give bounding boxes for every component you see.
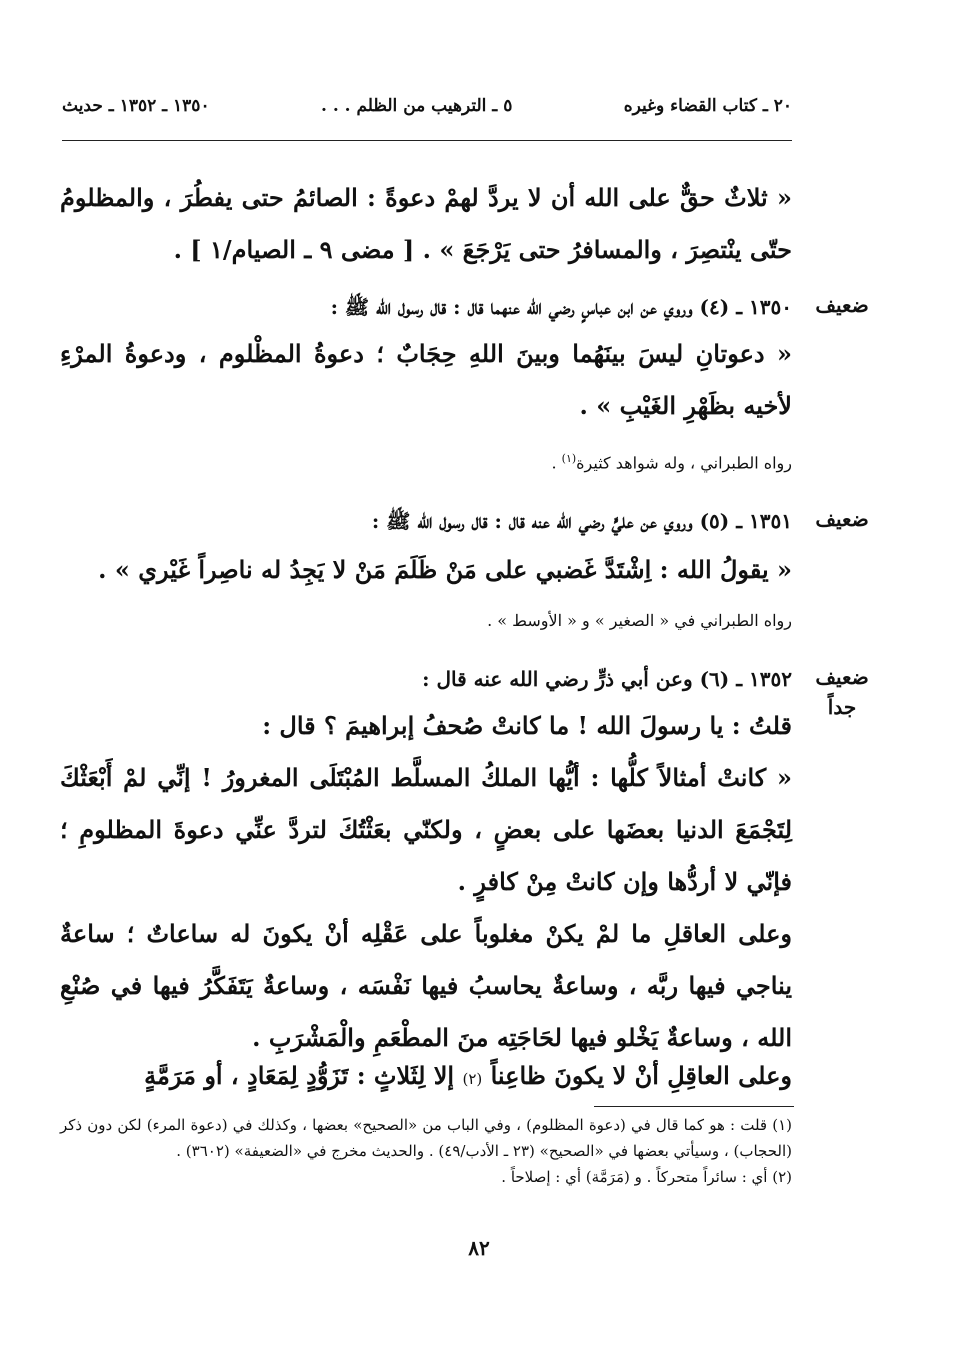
page-number: ٨٢ bbox=[468, 1236, 490, 1260]
footnotes bbox=[60, 1112, 792, 1190]
footnote-ref-2: (٢) bbox=[462, 1070, 483, 1088]
hadith-1350-text: « دعوتانِ ليسَ بينَهُما وبينَ اللهِ حِجَابٌ ؛ دعوةُ المظْلوم ، ودعوةُ المرْءِ لأخيه بظَهْرِ الغَيْبِ » . bbox=[60, 339, 792, 420]
header-chapter-title: ٥ ـ الترهيب من الظلم . . . bbox=[320, 96, 513, 116]
hadith-1350-source bbox=[60, 446, 792, 476]
header-book-title: ٢٠ ـ كتاب القضاء وغيره bbox=[623, 96, 792, 116]
hadith-1351-source: رواه الطبراني في « الصغير » و « الأوسط » . bbox=[487, 611, 792, 630]
hadith-1352-p3-end: إلا لِثَلاثٍ : تَزَوُّدٍ لِمَعَادٍ ، أو مَرَمَّةٍ bbox=[144, 1061, 455, 1090]
hadith-1351-heading: ١٣٥١ ـ (٥) وروي عن عليٍّ رضي الله عنه قال : قال رسول الله ﷺ : bbox=[371, 509, 792, 533]
footnote-2: (٢) أي : سائراً متحركاً . و (مَرَمَّة) أي : إصلاحاً . bbox=[501, 1168, 792, 1186]
hadith-1352-grade-line2: جداً bbox=[827, 695, 857, 719]
hadith-1351-grade: ضعيف bbox=[815, 507, 869, 531]
running-header bbox=[62, 96, 792, 116]
hadith-1352-text: « كانتْ أمثالاً كلُّها : أيُّها الملكُ المسلَّط المُبْتَلَى المغرورُ ! إنِّي لمْ أَبْعَثْكَ لِتَجْمَعَ الدنيا بعضَها على بعضٍ ، ولكنّي بعَثْتُكَ لتردَّ عنِّي دعوةَ المظلومِ ؛ فإنّي لا أردُّها وإن كانتْ مِنْ كافرٍ . bbox=[60, 763, 792, 896]
hadith-1350-source-text: رواه الطبراني ، وله شواهد كثيرة bbox=[576, 453, 792, 473]
hadith-1352-p3-text: وعلى العاقِلِ أنْ لا يكونَ ظاعِناً bbox=[490, 1061, 792, 1090]
hadith-1352-grade-line1: ضعيف bbox=[815, 665, 869, 689]
hadith-1352-paragraph-3 bbox=[60, 1050, 792, 1105]
intro-hadith-text: « ثلاثٌ حقٌّ على الله أن لا يردَّ لهمْ دعوةً : الصائمُ حتى يفطُرَ ، والمظلومُ حتّى ينْتصِرَ ، والمسافرُ حتى يَرْجَعَ » . [ مضى ٩ ـ الصيام/١ ] . bbox=[60, 183, 792, 264]
footnote-1: (١) قلت : هو كما قال في (دعوة المظلوم) ، وفي الباب من «الصحيح» بعضها ، وكذلك في (دعوة المرء) لكن دون ذكر (الحجاب) ، وسيأتي بعضها في «الصحيح» (٢٣ ـ الأدب/٤٩) . والحديث مخرج في «الضعيفة» (٣٦٠٢) . bbox=[60, 1116, 792, 1160]
header-hadith-range: ١٣٥٠ ـ ١٣٥٢ ـ حديث bbox=[62, 96, 210, 116]
hadith-1351-text: « يقولُ الله : اِشْتَدَّ غَضبي على مَنْ ظَلَمَ مَنْ لا يَجِدُ له ناصِراً غَيْري » . bbox=[98, 555, 792, 584]
hadith-1350-source-end: . bbox=[551, 453, 562, 473]
hadith-1352-grade bbox=[802, 662, 882, 722]
hadith-1352-heading: ١٣٥٢ ـ (٦) وعن أبي ذرٍّ رضي الله عنه قال : bbox=[422, 667, 792, 691]
footnote-ref-1: (١) bbox=[561, 452, 577, 465]
hadith-1352-paragraph-2: وعلى العاقلِ ما لمْ يكنْ مغلوباً على عَقْلِه أنْ يكونَ له ساعاتٌ ؛ ساعةٌ يناجي فيها ربَّه ، وساعةٌ يحاسبُ فيها نَفْسَه ، وساعةٌ يَتَفَكَّرُ فيها في صُنْعِ الله ، وساعةٌ يَخْلو فيها لحَاجَتِه منَ المطْعَمِ والْمَشْرَبِ . bbox=[60, 919, 792, 1052]
hadith-1350-heading: ١٣٥٠ ـ (٤) وروي عن ابن عباسٍ رضي الله عنهما قال : قال رسول الله ﷺ : bbox=[330, 295, 792, 319]
footnote-divider bbox=[594, 1106, 794, 1107]
hadith-1350-grade: ضعيف bbox=[815, 293, 869, 317]
hadith-1352-question: قلتُ : يا رسولَ الله ! ما كانتْ صُحفُ إبراهيمَ ؟ قال : bbox=[262, 711, 792, 740]
header-divider bbox=[62, 140, 792, 141]
